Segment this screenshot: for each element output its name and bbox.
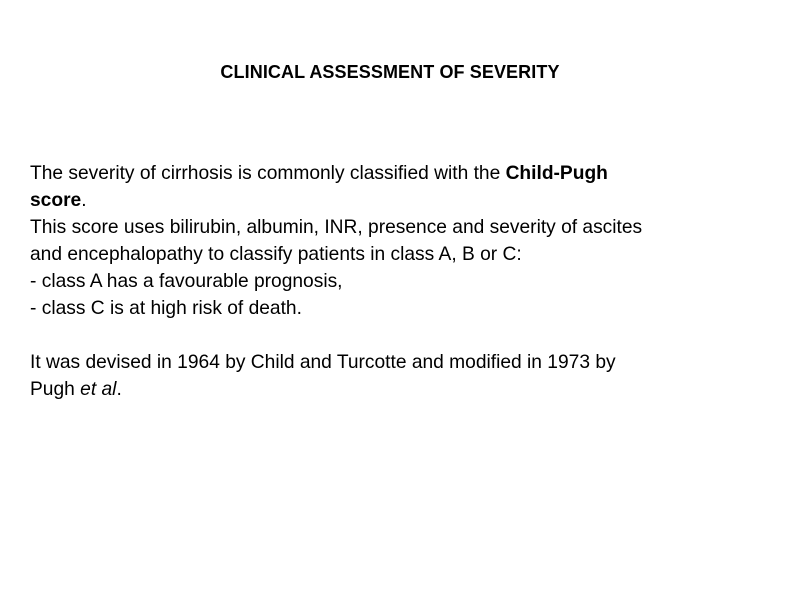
score-term: score: [30, 190, 82, 211]
body-line-2-suffix: .: [81, 190, 87, 211]
body-line-3: This score uses bilirubin, albumin, INR, presence and severity of ascites: [30, 217, 643, 238]
bullet-class-a: - class A has a favourable prognosis,: [30, 271, 343, 292]
body-line-history-2: [30, 376, 750, 403]
body-line-4: and encephalopathy to classify patients in class A, B or C:: [30, 244, 522, 265]
body-line-history-1: It was devised in 1964 by Child and Turcotte and modified in 1973 by: [30, 352, 616, 373]
et-al-term: et al: [80, 379, 117, 400]
body-line-1: [30, 160, 750, 187]
history-line-2-prefix: Pugh: [30, 379, 81, 400]
body-line-1-text: The severity of cirrhosis is commonly classified with the: [30, 163, 506, 184]
slide-title: CLINICAL ASSESSMENT OF SEVERITY: [220, 62, 560, 82]
slide-body: [30, 160, 750, 403]
child-pugh-term: Child-Pugh: [505, 163, 608, 184]
paragraph-spacer: [30, 322, 750, 349]
body-line-2: [30, 187, 750, 214]
history-line-2-suffix: .: [116, 379, 122, 400]
bullet-class-c: - class C is at high risk of death.: [30, 298, 302, 319]
